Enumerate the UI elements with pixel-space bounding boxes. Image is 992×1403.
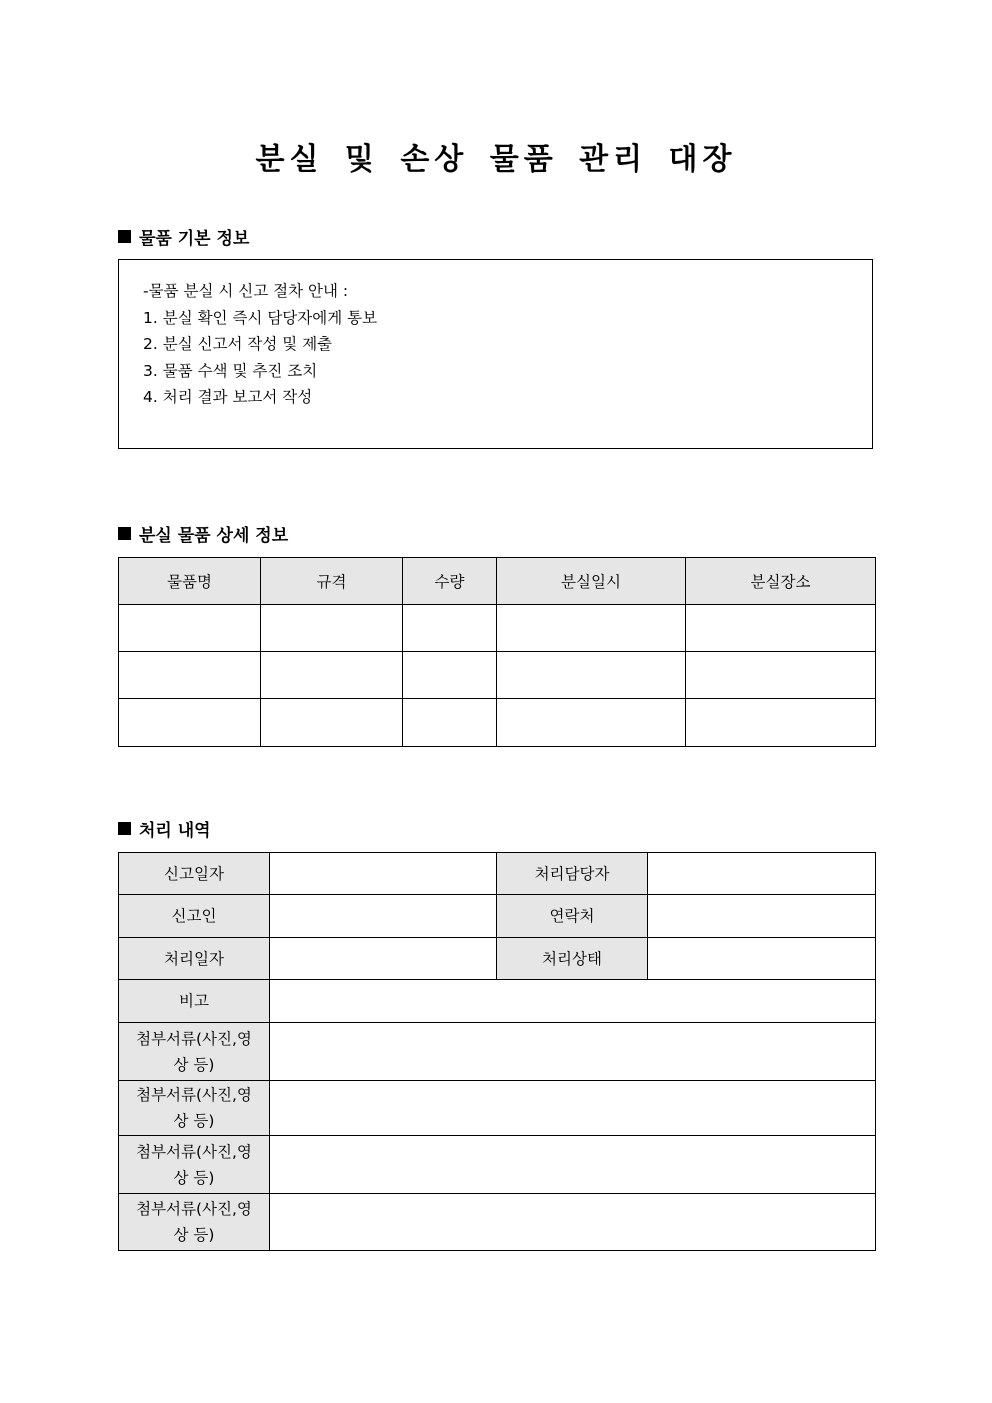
cell-item-name[interactable] — [119, 605, 261, 652]
label-attachment-line2: 상 등) — [173, 1112, 215, 1130]
cell-spec[interactable] — [261, 605, 403, 652]
section-heading-processing — [118, 816, 211, 841]
label-attachment — [119, 1081, 270, 1136]
label-attachment — [119, 1023, 270, 1081]
column-header-lost-location: 분실장소 — [686, 558, 876, 605]
cell-lost-datetime[interactable] — [497, 699, 686, 747]
table-row — [119, 895, 876, 938]
label-reporter: 신고인 — [119, 895, 270, 938]
label-attachment — [119, 1136, 270, 1194]
field-attachment[interactable] — [270, 1081, 876, 1136]
label-attachment-line2: 상 등) — [173, 1168, 215, 1187]
black-square-icon — [118, 527, 131, 540]
cell-quantity[interactable] — [403, 605, 497, 652]
notice-line: -물품 분실 시 신고 절차 안내 : — [143, 282, 349, 300]
black-square-icon — [118, 230, 131, 243]
processing-table — [118, 852, 876, 1251]
column-header-spec: 규격 — [261, 558, 403, 605]
label-attachment — [119, 1194, 270, 1251]
section-heading-label: 처리 내역 — [139, 821, 211, 841]
cell-lost-location[interactable] — [686, 699, 876, 747]
label-attachment-line2: 상 등) — [173, 1055, 215, 1074]
label-attachment-line2: 상 등) — [173, 1226, 215, 1244]
black-square-icon — [118, 822, 131, 835]
column-header-lost-datetime: 분실일시 — [497, 558, 686, 605]
cell-item-name[interactable] — [119, 652, 261, 699]
notice-box — [118, 259, 873, 449]
notice-line: 4. 처리 결과 보고서 작성 — [143, 388, 313, 406]
field-attachment[interactable] — [270, 1136, 876, 1194]
label-attachment-line1: 첨부서류(사진,영 — [136, 1086, 252, 1104]
field-reporter[interactable] — [270, 895, 497, 938]
cell-quantity[interactable] — [403, 699, 497, 747]
label-attachment-line1: 첨부서류(사진,영 — [136, 1142, 252, 1161]
notice-line: 1. 분실 확인 즉시 담당자에게 통보 — [143, 308, 378, 327]
cell-lost-datetime[interactable] — [497, 652, 686, 699]
label-attachment-line1: 첨부서류(사진,영 — [136, 1200, 252, 1218]
column-header-quantity: 수량 — [403, 558, 497, 605]
cell-lost-location[interactable] — [686, 605, 876, 652]
table-header-row — [119, 558, 876, 605]
label-contact: 연락처 — [497, 895, 648, 938]
notice-line: 3. 물품 수색 및 추진 조치 — [143, 361, 318, 380]
label-process-status: 처리상태 — [497, 938, 648, 980]
table-row — [119, 605, 876, 652]
table-row — [119, 699, 876, 747]
table-row — [119, 1194, 876, 1251]
field-handler[interactable] — [648, 853, 876, 895]
field-attachment[interactable] — [270, 1194, 876, 1251]
label-remarks: 비고 — [119, 980, 270, 1023]
field-process-date[interactable] — [270, 938, 497, 980]
cell-spec[interactable] — [261, 699, 403, 747]
label-process-date: 처리일자 — [119, 938, 270, 980]
field-contact[interactable] — [648, 895, 876, 938]
field-process-status[interactable] — [648, 938, 876, 980]
notice-line: 2. 분실 신고서 작성 및 제출 — [143, 335, 333, 353]
cell-item-name[interactable] — [119, 699, 261, 747]
table-row — [119, 980, 876, 1023]
table-row — [119, 1081, 876, 1136]
cell-spec[interactable] — [261, 652, 403, 699]
section-heading-basic-info — [118, 224, 249, 249]
column-header-item-name: 물품명 — [119, 558, 261, 605]
table-row — [119, 853, 876, 895]
table-row — [119, 1023, 876, 1081]
table-row — [119, 652, 876, 699]
section-heading-label: 분실 물품 상세 정보 — [139, 526, 289, 546]
cell-quantity[interactable] — [403, 652, 497, 699]
document-title: 분실 및 손상 물품 관리 대장 — [255, 142, 737, 177]
field-remarks[interactable] — [270, 980, 876, 1023]
lost-item-detail-table — [118, 557, 876, 747]
section-heading-lost-detail — [118, 521, 288, 546]
field-attachment[interactable] — [270, 1023, 876, 1081]
table-row — [119, 1136, 876, 1194]
table-row — [119, 938, 876, 980]
label-handler: 처리담당자 — [497, 853, 648, 895]
cell-lost-datetime[interactable] — [497, 605, 686, 652]
section-heading-label: 물품 기본 정보 — [139, 229, 250, 249]
field-report-date[interactable] — [270, 853, 497, 895]
label-attachment-line1: 첨부서류(사진,영 — [136, 1029, 252, 1048]
cell-lost-location[interactable] — [686, 652, 876, 699]
label-report-date: 신고일자 — [119, 853, 270, 895]
